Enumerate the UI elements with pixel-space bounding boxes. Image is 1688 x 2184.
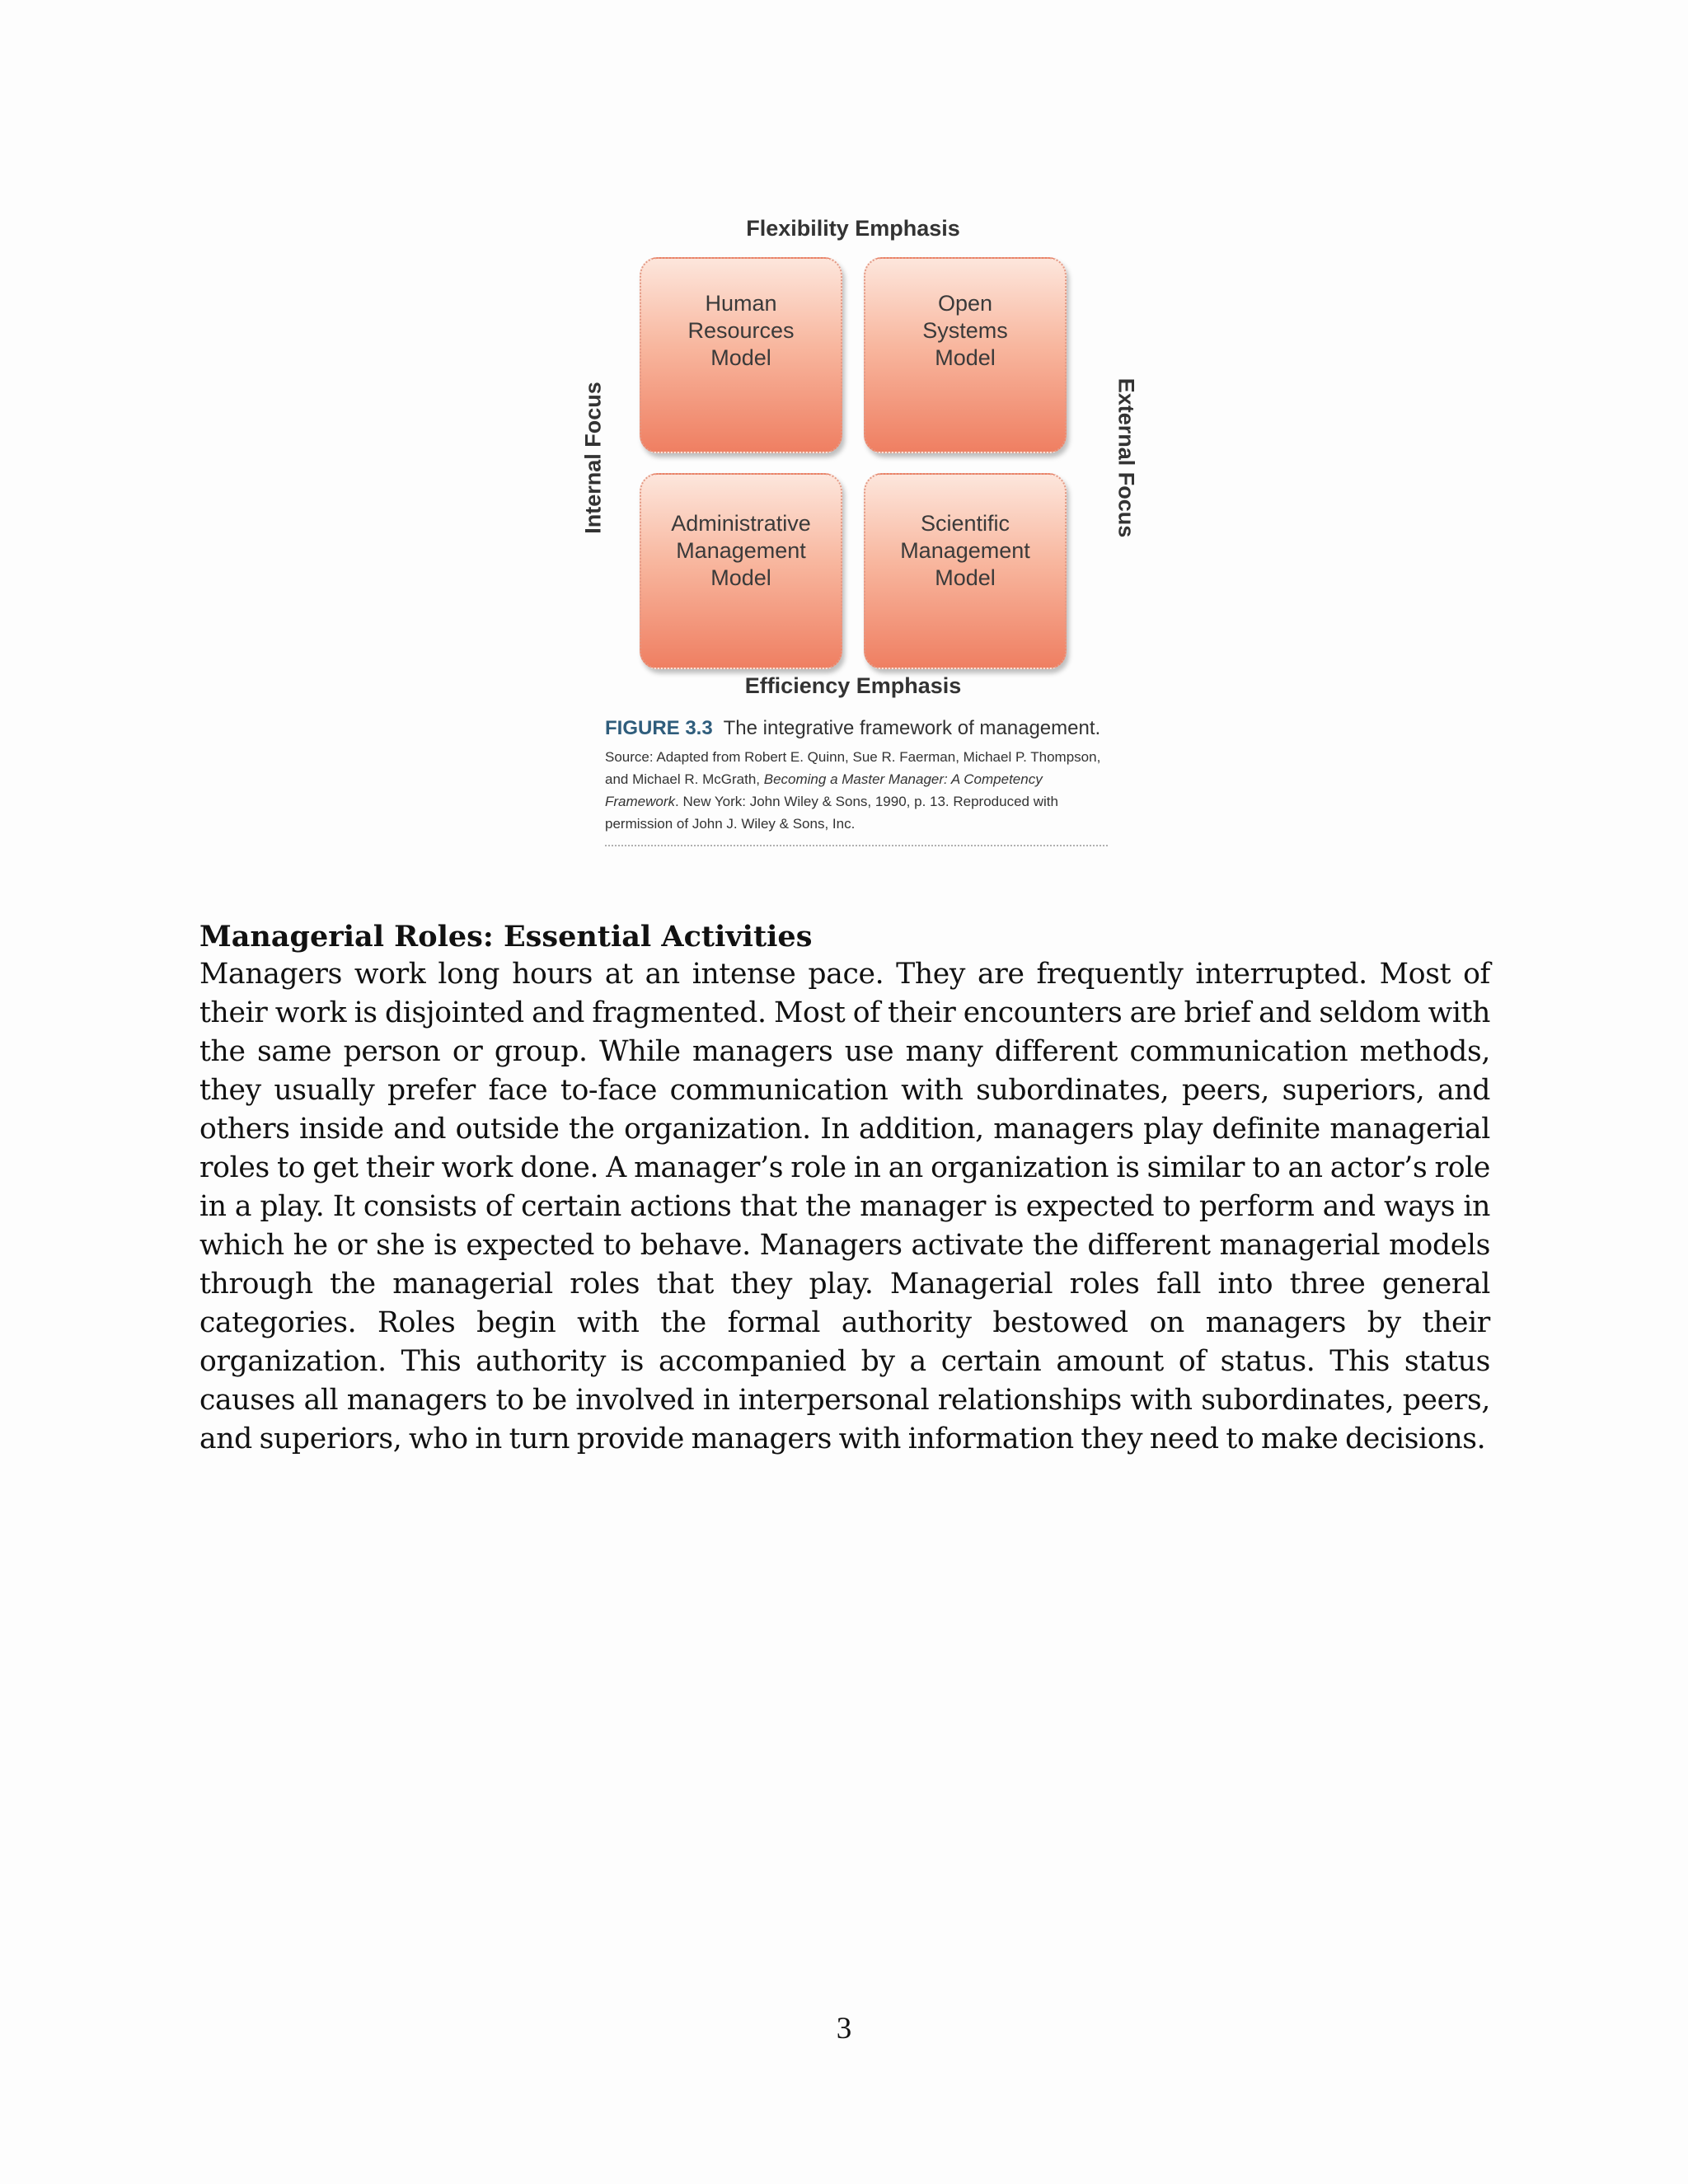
figure-caption [605,715,1108,846]
quadrant-line: Model [710,565,771,590]
section-heading: Managerial Roles: Essential Activities [199,920,813,954]
quadrant-line: Management [676,537,806,563]
section-body: Managers work long hours at an intense pace. They are frequently interrupted. Most of their work is disjointed and fragmented. Most of their encounters are brief and seldom with the same person or group. While managers use many different communication methods, they usually prefer face to-face communication with subordinates, peers, superiors, and others inside and outside the organization. In addition, managers play definite managerial roles to get their work done. A manager’s role in an organization is similar to an actor’s role in a play. It consists of certain actions that the manager is expected to perform and ways in which he or she is expected to behave. Managers activate the different managerial models through the managerial roles that they play. Managerial roles fall into three general categories. Roles begin with the formal authority bestowed on managers by their organization. This authority is accompanied by a certain amount of status. This status causes all managers to be involved in interpersonal relationships with subordinates, peers, and superiors, who in turn provide managers with information they need to make decisions. [199,958,1490,1455]
page-number: 3 [836,2012,852,2046]
integrative-framework-figure [580,216,1139,882]
source-text: Source: Adapted from Robert E. Quinn, Sue R. Faerman, Michael P. Thompson, and Michael R. McGrath, [605,749,1101,787]
source-book-title: Becoming a Master Manager: A Competency Framework [605,771,1043,809]
quadrant-line: Model [935,565,996,590]
quadrant-line: Scientific [920,510,1010,536]
quadrant-line: Model [935,344,996,370]
axis-label-top: Flexibility Emphasis [746,216,960,241]
quadrant-open-systems-model [864,257,1067,453]
quadrant-line: Model [710,344,771,370]
axis-label-bottom: Efficiency Emphasis [744,673,962,698]
quadrant-scientific-management-model [864,473,1067,669]
axis-label-right: External Focus [1114,377,1139,538]
source-text-end: . New York: John Wiley & Sons, 1990, p. 13. Reproduced with permission of John J. Wiley & Sons, Inc. [605,794,1058,832]
quadrant-line: Systems [922,317,1008,343]
quadrant-line: Management [900,537,1030,563]
axis-label-left: Internal Focus [580,382,606,534]
quadrant-line: Administrative [671,510,811,536]
figure-number: FIGURE 3.3 [605,717,713,739]
quadrant-administrative-management-model [640,473,842,669]
quadrant-line: Resources [687,317,795,343]
quadrant-line: Open [937,290,993,316]
managerial-roles-section [199,919,1490,1459]
caption-title [605,715,1108,743]
quadrant-human-resources-model [640,257,842,453]
quadrant-line: Human [705,290,777,316]
caption-text: The integrative framework of management. [723,717,1101,739]
caption-divider [605,845,1108,846]
caption-source [605,746,1108,835]
